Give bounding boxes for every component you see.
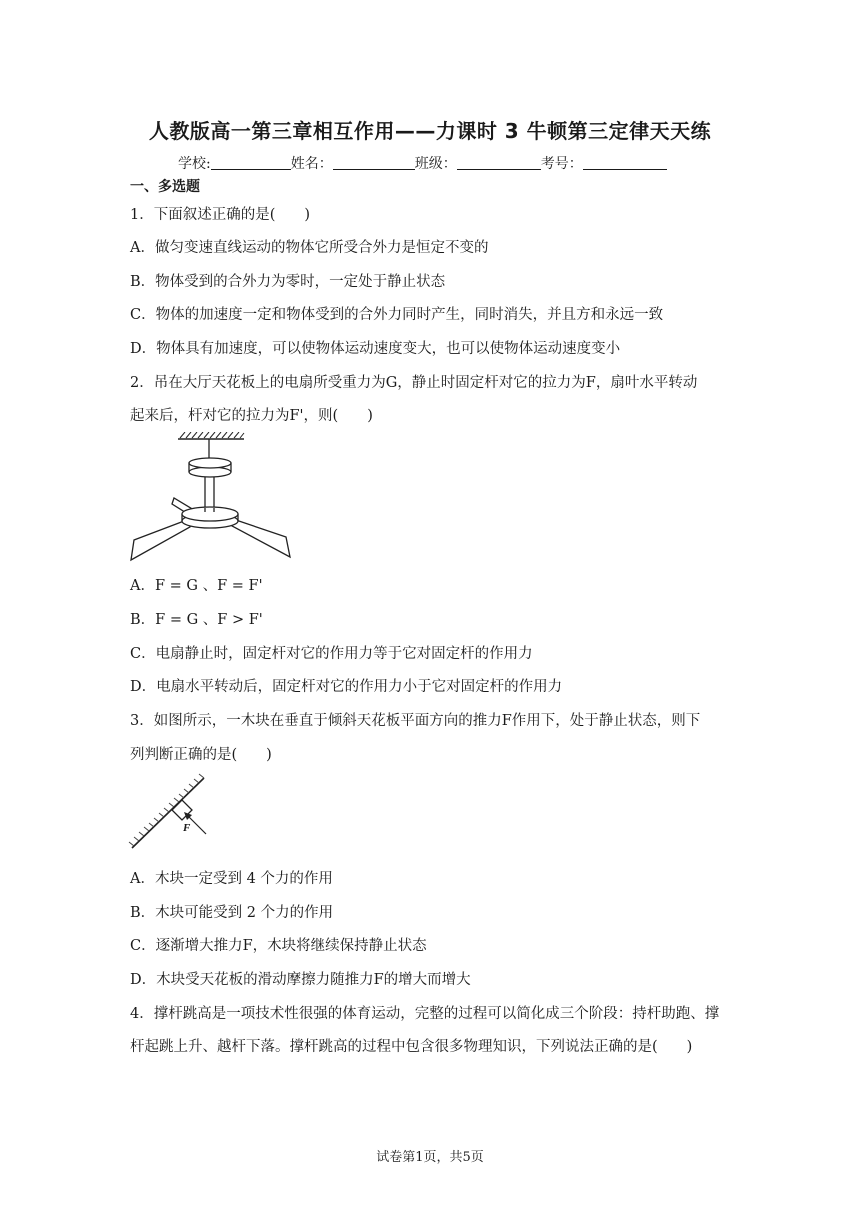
question-3-option-d: D．木块受天花板的滑动摩擦力随推力F的增大而增大 — [130, 972, 471, 988]
school-label: 学校: — [178, 156, 211, 172]
question-1-option-c: C．物体的加速度一定和物体受到的合外力同时产生，同时消失，并且方和永远一致 — [130, 307, 664, 323]
question-3-stem-line-2: 列判断正确的是( ) — [130, 747, 272, 763]
exam-no-blank[interactable] — [583, 155, 667, 170]
question-1-option-a: A．做匀变速直线运动的物体它所受合外力是恒定不变的 — [130, 240, 489, 256]
question-2-option-b: B．F = G 、F > F' — [130, 612, 263, 628]
class-blank[interactable] — [457, 155, 541, 170]
name-blank[interactable] — [333, 155, 415, 170]
force-label: F — [183, 822, 191, 834]
question-3-option-a: A．木块一定受到 4 个力的作用 — [130, 871, 333, 887]
student-info-line — [178, 153, 667, 173]
inclined-ceiling-block-figure — [128, 772, 212, 852]
document-title: 人教版高一第三章相互作用——力课时 3 牛顿第三定律天天练 — [148, 119, 712, 143]
question-2-option-a: A．F = G 、F = F' — [130, 578, 263, 594]
class-label: 班级： — [414, 156, 457, 172]
question-3-stem-line-1: 3．如图所示，一木块在垂直于倾斜天花板平面方向的推力F作用下，处于静止状态，则下 — [130, 713, 701, 729]
question-2-stem-line-2: 起来后，杆对它的拉力为F'，则( ) — [130, 408, 373, 424]
question-1-option-d: D．物体具有加速度，可以使物体运动速度变大，也可以使物体运动速度变小 — [130, 341, 621, 357]
school-blank[interactable] — [211, 155, 291, 170]
question-2-option-d: D．电扇水平转动后，固定杆对它的作用力小于它对固定杆的作用力 — [130, 679, 563, 695]
page-footer: 试卷第1页，共5页 — [376, 1150, 484, 1165]
question-2-stem-line-1: 2．吊在大厅天花板上的电扇所受重力为G，静止时固定杆对它的拉力为F，扇叶水平转动 — [130, 375, 698, 391]
question-4-stem-line-1: 4．撑杆跳高是一项技术性很强的体育运动，完整的过程可以简化成三个阶段：持杆助跑、撑 — [130, 1006, 720, 1022]
question-1-stem: 1．下面叙述正确的是( ) — [130, 207, 311, 223]
ceiling-fan-figure — [128, 432, 298, 564]
question-3-option-c: C．逐渐增大推力F，木块将继续保持静止状态 — [130, 938, 427, 954]
exam-no-label: 考号： — [540, 156, 583, 172]
name-label: 姓名： — [290, 156, 333, 172]
question-3-option-b: B．木块可能受到 2 个力的作用 — [130, 905, 334, 921]
question-1-option-b: B．物体受到的合外力为零时，一定处于静止状态 — [130, 274, 446, 290]
section-title: 一、多选题 — [130, 179, 200, 195]
question-2-option-c: C．电扇静止时，固定杆对它的作用力等于它对固定杆的作用力 — [130, 646, 533, 662]
question-4-stem-line-2: 杆起跳上升、越杆下落。撑杆跳高的过程中包含很多物理知识，下列说法正确的是( ) — [130, 1039, 693, 1055]
